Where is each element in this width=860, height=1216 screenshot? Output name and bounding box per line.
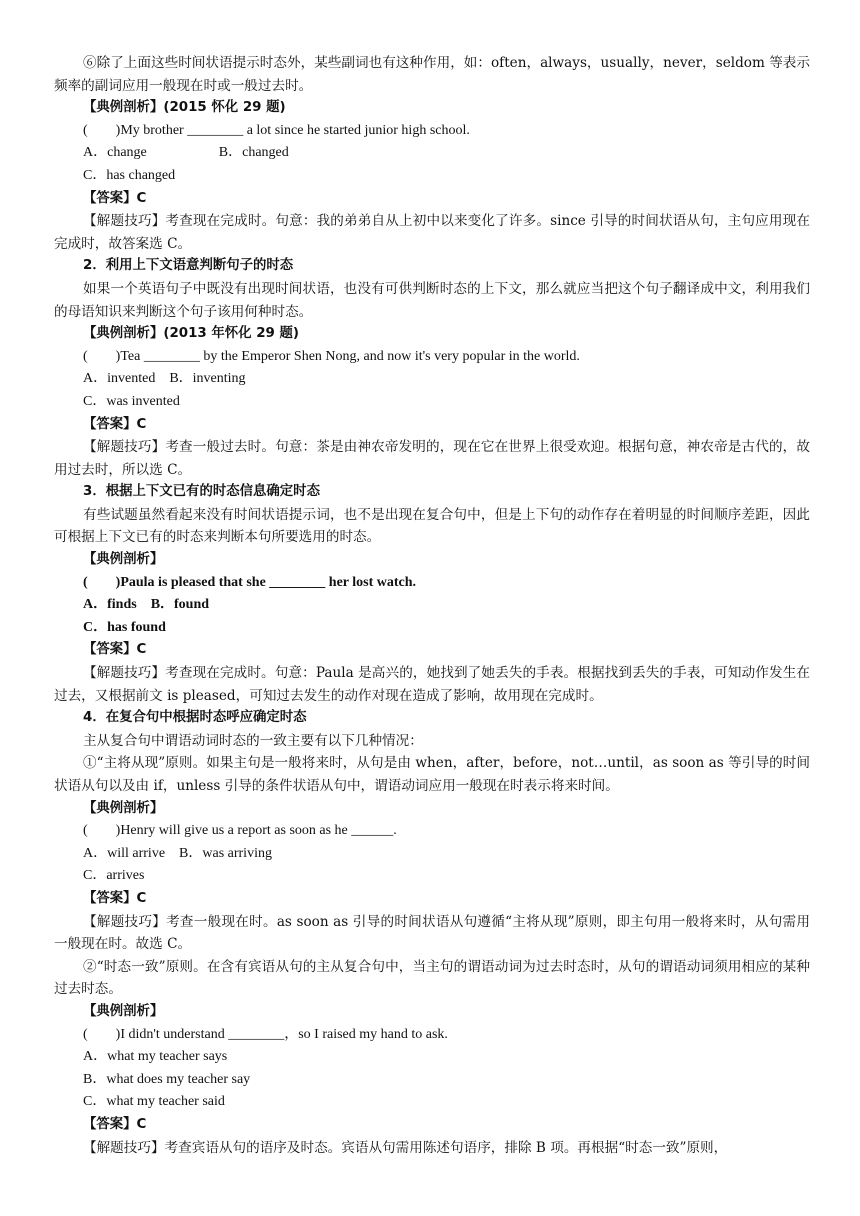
example-heading: 【典例剖析】(2015 怀化 29 题) xyxy=(83,100,286,116)
option-a: A．invented xyxy=(83,371,156,387)
option-b: B．what does my teacher say xyxy=(83,1071,251,1087)
section-body: 主从复合句中谓语动词时态的一致主要有以下几种情况： xyxy=(83,732,423,749)
option-c: C．arrives xyxy=(83,868,145,884)
option-a: A．change xyxy=(83,145,147,161)
rule-paragraph: ①“主将从现”原则。如果主句是一般将来时，从句是由 when，after，before，not…until，as soon as 等引导的时间状语从句以及由 if，unless 引导的条件状语从句中，谓语动词应用一般现在时表示将来时间。 xyxy=(54,755,810,794)
section-title: 3．根据上下文已有的时态信息确定时态 xyxy=(83,484,320,500)
option-b: B．found xyxy=(150,597,210,613)
section-body: 如果一个英语句子中既没有出现时间状语，也没有可供判断时态的上下文，那么就应当把这个句子翻译成中文，利用我们的母语知识来判断这个句子该用何种时态。 xyxy=(54,280,810,320)
question-text: ( )Tea ________ by the Emperor Shen Nong, and now it's very popular in the world. xyxy=(83,348,580,364)
option-b: B．changed xyxy=(218,145,289,161)
question-text: ( )Henry will give us a report as soon as he ______. xyxy=(83,823,397,839)
solution-tip: 【解题技巧】考查一般现在时。as soon as 引导的时间状语从句遵循“主将从现”原则，即主句用一般将来时，从句需用一般现在时。故选 C。 xyxy=(54,913,810,953)
option-c: C．was invented xyxy=(83,393,180,409)
question-text: ( )I didn't understand ________，so I raised my hand to ask. xyxy=(83,1026,448,1042)
solution-tip: 【解题技巧】考查一般过去时。句意：茶是由神农帝发明的，现在它在世界上很受欢迎。根据句意，神农帝是古代的，故用过去时，所以选 C。 xyxy=(54,439,810,478)
example-heading: 【典例剖析】 xyxy=(83,800,164,816)
example-heading: 【典例剖析】 xyxy=(83,1003,164,1019)
option-b: B．was arriving xyxy=(179,845,272,861)
question-text: ( )My brother ________ a lot since he started junior high school. xyxy=(83,122,470,138)
options-row xyxy=(54,843,810,866)
solution-tip: 【解题技巧】考查现在完成时。句意：我的弟弟自从上初中以来变化了许多。since 引导的时间状语从句，主句应用现在完成时，故答案选 C。 xyxy=(54,213,810,252)
option-c: C．what my teacher said xyxy=(83,1094,225,1110)
option-a: A．finds xyxy=(83,597,137,613)
answer-label: 【答案】C xyxy=(83,1116,147,1132)
options-row xyxy=(54,142,810,165)
paragraph-frequency-adverbs: ⑥除了上面这些时间状语提示时态外，某些副词也有这种作用，如：often，always，usually，never，seldom 等表示频率的副词应用一般现在时或一般过去时。 xyxy=(54,55,810,94)
option-a: A．will arrive xyxy=(83,845,166,861)
rule-paragraph: ②“时态一致”原则。在含有宾语从句的主从复合句中，当主句的谓语动词为过去时态时，从句的谓语动词须用相应的某种过去时态。 xyxy=(54,958,810,998)
answer-label: 【答案】C xyxy=(83,890,147,906)
answer-label: 【答案】C xyxy=(83,190,147,206)
options-row xyxy=(54,368,810,391)
section-body: 有些试题虽然看起来没有时间状语提示词，也不是出现在复合句中，但是上下句的动作存在着明显的时间顺序差距，因此可根据上下文已有的时态来判断本句所要选用的时态。 xyxy=(54,506,810,546)
question-text: ( )Paula is pleased that she ________ her lost watch. xyxy=(83,574,417,590)
section-title: 4．在复合句中根据时态呼应确定时态 xyxy=(83,710,307,726)
option-c: C．has found xyxy=(83,619,166,635)
answer-label: 【答案】C xyxy=(83,416,147,432)
section-title: 2．利用上下文语意判断句子的时态 xyxy=(83,258,294,274)
example-heading: 【典例剖析】 xyxy=(83,552,164,568)
options-row xyxy=(54,594,810,617)
option-a: A．what my teacher says xyxy=(83,1049,228,1065)
solution-tip: 【解题技巧】考查宾语从句的语序及时态。宾语从句需用陈述句语序，排除 B 项。再根据“时态一致”原则， xyxy=(83,1139,728,1156)
document-page xyxy=(54,52,810,1159)
option-b: B．inventing xyxy=(169,371,246,387)
solution-tip: 【解题技巧】考查现在完成时。句意：Paula 是高兴的，她找到了她丢失的手表。根据找到丢失的手表，可知动作发生在过去，又根据前文 is pleased，可知过去发生的动作对现在造成了影响，故用现在完成时。 xyxy=(54,665,810,704)
answer-label: 【答案】C xyxy=(83,642,147,658)
option-c: C．has changed xyxy=(83,167,176,183)
example-heading: 【典例剖析】(2013 年怀化 29 题) xyxy=(83,326,300,342)
